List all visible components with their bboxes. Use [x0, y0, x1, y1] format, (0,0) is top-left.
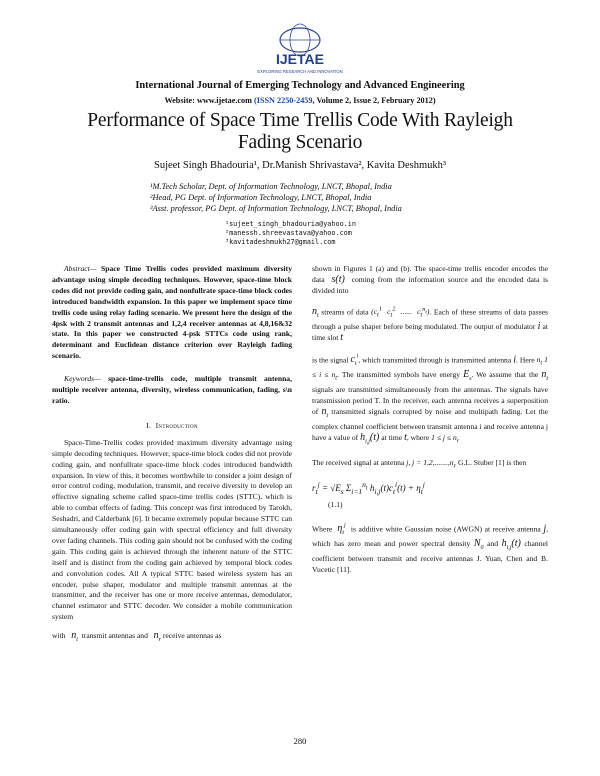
r-p2a: streams of data [321, 307, 369, 317]
intro-mid: transmit antennas and [81, 631, 148, 641]
r-p3c: . Here [516, 355, 535, 365]
r-p3h: at time [381, 432, 403, 442]
intro-with: with [52, 631, 66, 641]
keywords-text: space-time-trellis code, multiple transmit antenna, multiple receiver antenna, diversity, wireless communication, fading, s\n ratio. [52, 374, 292, 405]
section-heading [52, 421, 292, 432]
paper-title [0, 110, 600, 154]
affiliation-1: ¹M.Tech Scholar, Dept. of Information Technology, LNCT, Bhopal, India [150, 182, 392, 191]
right-para-1 [312, 264, 548, 297]
r-p4b: G.L. Stuber [1] is then [457, 457, 527, 467]
r-p2c: at time slot [312, 322, 548, 343]
intro-paragraph: Space-Time-Trellis codes provided maximum diversity advantage using simple decoding techniques. However, space-time block codes did not provide coding gain, and nonfullrate space-time block codes introduced bandwidth expansion. In view of this, it becomes worthwhile to consider a joint design of error control coding, modulation, transmit, and receive diversity to develop an effective signaling scheme called space-time trellis codes (STTC), which is able to combat effects of fading. This concept was first introduced by Tarokh, Seshadri, and Calderbank [6]. It became extremely popular because STTC can simultaneously offer coding gain with spectral efficiency and full diversity over fading channels. This coding gain should not be confused with the coding gain. This coding gain is achieved through the inherent nature of the STTC itself and is distinct from the coding gain achieved by temporal block codes and convolution codes. All A typical STTC based wireless system has an encoder, pulse shaper, modulator and multiple transmit antennas at the transmitter, and the receiver has one or more receive antennas, demodulator, channel estimator and STTC decoder. We consider a mobile communication system [52, 437, 292, 622]
affiliations [150, 181, 470, 214]
abstract [52, 264, 292, 362]
range-symbol: $n_t$ $1 \le i \le n_t$ [312, 355, 548, 382]
keywords-label: Keywords— [64, 374, 101, 384]
r-p3d: . The transmitted symbols have energy [337, 370, 461, 380]
nr-n: n [153, 630, 159, 642]
journal-website [0, 96, 600, 105]
r-p5e: channel coefficient between transmit and receive antennas J. Yuan, Chen and B. Vucetic [11]. [312, 538, 549, 574]
es-symbol: $E_s$ [463, 369, 472, 383]
left-column [52, 264, 292, 646]
logo-tagline: EXPLORING RESEARCH AND INNOVATION [257, 69, 343, 74]
j-range: $1 \le j \le n_r$ [431, 432, 460, 445]
r-p3a: is the signal [312, 355, 349, 365]
logo-wordmark: IJETAE [276, 51, 324, 67]
email-3[interactable]: ³kavitadeshmukh27@gmail.com [225, 238, 336, 246]
r-p2b: . Each of these streams of data passes through a pulse shaper before being modulated. The output of modulator [312, 307, 548, 332]
nt-symbol-4: $n_t$ [321, 405, 329, 419]
volume-issue: , Volume 2, Issue 2, February 2012) [312, 96, 436, 105]
j-symbol: j [543, 523, 547, 534]
section-title: Introduction [155, 420, 198, 430]
t-symbol: t [340, 332, 344, 344]
i-symbol-2: i [513, 354, 516, 366]
st-symbol: s(t) [331, 273, 345, 285]
nr-symbol: $n_r$ [153, 630, 161, 644]
r-p4a: The received signal at antenna [312, 457, 405, 467]
right-column [312, 264, 548, 576]
right-para-2 [312, 305, 548, 344]
abstract-text: Space Time Trellis codes provided maximum diversity advantage using simple decoding techniques. However, space-time block codes did not provide coding gain, and nonfullrate space-time block codes introduced bandwidth expansion. In this paper we implement space time trellis code using relay fading scenario. We present here the design of the 4psk with 2 transmit antennas and 1,2,4 receiver antennas at 4,8,16&32 state. In this paper we constructed 4-psk STTCs code using rank, determinant and Euclidean distance criterion over Rayleigh fading scenario. [52, 264, 292, 361]
r-p1: shown in Figures 1 (a) and (b). The space-time trellis encoder encodes the data [312, 264, 548, 284]
r-p3f: signals are transmitted simultaneously from the antennas. The signals have transmission period T. In the receiver, each antenna receives a superposition of [312, 385, 548, 416]
right-para-4 [312, 458, 548, 472]
issn-link[interactable]: (ISSN 2250-2459 [254, 96, 313, 105]
equation-1-1: $r_t^j = √E_s$ $\Sigma_{i=1}^{n_t}$ $h_{i,j}(t)c_t^i(t) + \eta_t^j$ [312, 480, 425, 496]
r-p1b: coming from the information source and the encoded data is divided into [312, 274, 549, 295]
section-number: I. [146, 420, 152, 430]
equation-label: (1.1) [328, 499, 343, 509]
cti-symbol: $c_t^i$ [350, 353, 359, 368]
streams-vector: ($c_t^1$ $c_t^2$ ...... $c_t^{n_t}$) [371, 305, 430, 319]
emails [225, 220, 445, 247]
i-symbol: i [537, 321, 541, 333]
page-number: 280 [293, 736, 307, 746]
title-line-2: Fading Scenario [237, 132, 363, 153]
r-p3b: , which transmitted through is transmitted antenna [358, 355, 512, 365]
j-list: j, $j = 1,2,.......,n_r$ [406, 457, 457, 470]
r-p3i: , where [406, 432, 430, 442]
intro-end: receive antennas as [162, 631, 222, 641]
right-para-3 [312, 352, 548, 448]
affiliation-2: ²Head, PG Dept. of Information Technology, LNCT, Bhopal, India [150, 193, 372, 202]
authors: Sujeet Singh Bhadouria¹, Dr.Manish Shrivastava², Kavita Deshmukh³ [153, 160, 447, 171]
affiliation-3: ³Asst. professor, PG Dept. of Information Technology, LNCT, Bhopal, India [150, 204, 402, 213]
r-p5d: and [487, 538, 499, 548]
eta-symbol: $\eta_t^j$ [337, 522, 346, 536]
r-p5b: is additive white Gaussian noise (AWGN) at receive antenna [350, 524, 541, 533]
intro-tail [52, 631, 292, 646]
hij-symbol: $h_{i,j}(t)$ [360, 431, 380, 445]
website-prefix[interactable]: Website: www.ijetae.com [164, 96, 252, 105]
journal-name: International Journal of Emerging Technology and Advanced Engineering [135, 80, 465, 91]
journal-logo [250, 20, 350, 78]
nt-symbol-3: $n_t$ [541, 369, 548, 383]
hij-symbol-2: $h_{i,j}(t)$ [501, 537, 521, 551]
right-para-5 [312, 521, 548, 576]
r-p3g: transmitted signals corrupted by noise and multipath fading. Let the complex channel coefficient between transmit antenna i and receive antenna j have a value of [312, 406, 548, 442]
nt-streams: $n_t$ [312, 306, 319, 320]
keywords [52, 374, 292, 407]
r-p5c: , which has zero mean and power spectral density [312, 524, 548, 548]
nt-symbol: $n_t$ [71, 630, 78, 644]
t-symbol-2: t [404, 431, 407, 443]
nt-n: n [71, 630, 77, 642]
abstract-label: Abstract— [64, 264, 97, 273]
r-p3e: . We assume that the [471, 370, 539, 380]
email-1[interactable]: ¹sujeet_singh_bhadouria@yahoo.in [225, 220, 356, 228]
r-p5a: Where [312, 524, 333, 533]
email-2[interactable]: ²manessh.shreevastava@yahoo.com [225, 229, 352, 237]
n0-symbol: $N_0$ [473, 537, 484, 551]
title-line-1: Performance of Space Time Trellis Code With Rayleigh [87, 110, 513, 131]
